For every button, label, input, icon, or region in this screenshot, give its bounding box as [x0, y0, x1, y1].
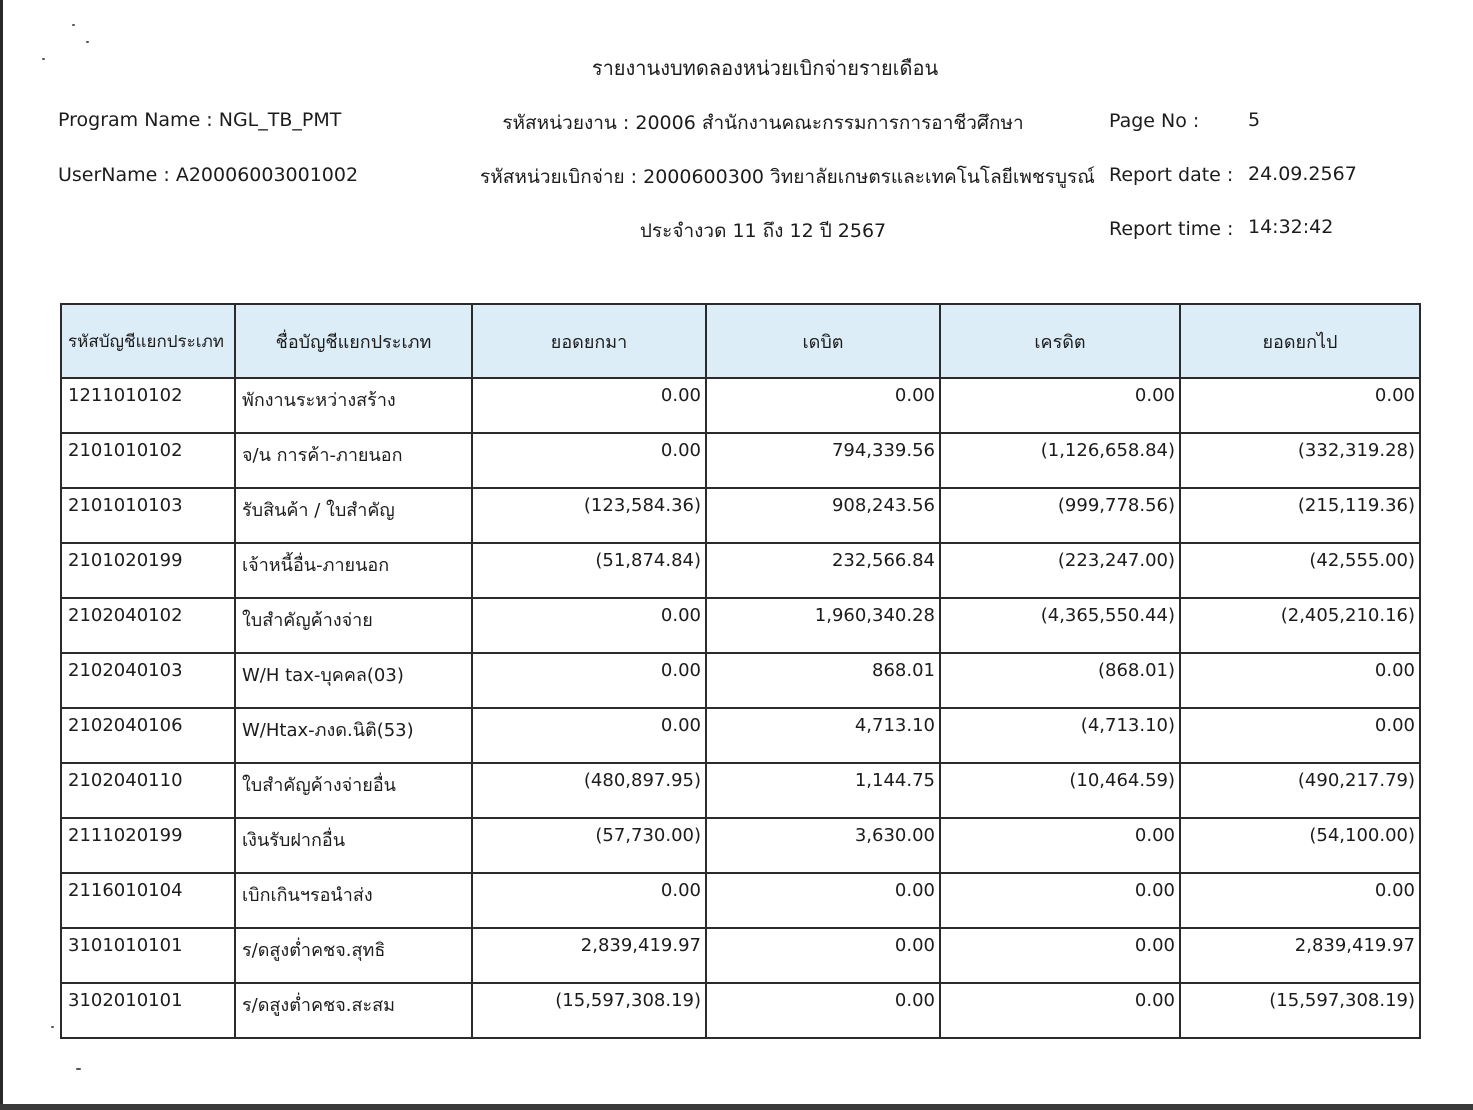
table-row — [61, 378, 1420, 433]
cell-credit: (868.01) — [940, 653, 1180, 708]
cell-opening-balance: 2,839,419.97 — [472, 928, 706, 983]
cell-account-code: 2101020199 — [61, 543, 235, 598]
scan-edge-bottom — [0, 1104, 1473, 1110]
table-row — [61, 543, 1420, 598]
cell-account-code: 3101010101 — [61, 928, 235, 983]
cell-debit: 3,630.00 — [706, 818, 940, 873]
cell-opening-balance: (51,874.84) — [472, 543, 706, 598]
cell-credit: 0.00 — [940, 873, 1180, 928]
cell-account-code: 2102040102 — [61, 598, 235, 653]
cell-account-code: 2102040110 — [61, 763, 235, 818]
table-row — [61, 653, 1420, 708]
cell-closing-balance: 0.00 — [1180, 653, 1420, 708]
cell-debit: 0.00 — [706, 983, 940, 1038]
report-title: รายงานงบทดลองหน่วยเบิกจ่ายรายเดือน — [591, 56, 939, 80]
table-row — [61, 708, 1420, 763]
cell-credit: (223,247.00) — [940, 543, 1180, 598]
scan-edge-left — [0, 0, 3, 1110]
table-row — [61, 983, 1420, 1038]
cell-credit: 0.00 — [940, 818, 1180, 873]
report-period: ประจำงวด 11 ถึง 12 ปี 2567 — [639, 220, 887, 242]
report-time-label: Report time : — [1109, 218, 1234, 240]
cell-credit: (1,126,658.84) — [940, 433, 1180, 488]
cell-credit: (4,365,550.44) — [940, 598, 1180, 653]
cell-account-name: เจ้าหนี้อื่น-ภายนอก — [235, 543, 472, 598]
cell-closing-balance: (332,319.28) — [1180, 433, 1420, 488]
cell-account-name: รับสินค้า / ใบสำคัญ — [235, 488, 472, 543]
header-closing-balance: ยอดยกไป — [1180, 304, 1420, 378]
table-row — [61, 873, 1420, 928]
header-account-name: ชื่อบัญชีแยกประเภท — [235, 304, 472, 378]
scan-speck — [86, 41, 89, 43]
cell-credit: (10,464.59) — [940, 763, 1180, 818]
cell-debit: 4,713.10 — [706, 708, 940, 763]
cell-account-code: 2101010103 — [61, 488, 235, 543]
report-time-value: 14:32:42 — [1248, 216, 1334, 238]
cell-credit: (999,778.56) — [940, 488, 1180, 543]
cell-account-name: เบิกเกินฯรอนำส่ง — [235, 873, 472, 928]
cell-credit: 0.00 — [940, 983, 1180, 1038]
cell-closing-balance: (2,405,210.16) — [1180, 598, 1420, 653]
cell-account-name: เงินรับฝากอื่น — [235, 818, 472, 873]
cell-credit: (4,713.10) — [940, 708, 1180, 763]
agency-code: รหัสหน่วยงาน : 20006 สำนักงานคณะกรรมการการอาชีวศึกษา — [502, 112, 1024, 134]
cell-opening-balance: 0.00 — [472, 653, 706, 708]
cell-closing-balance: 0.00 — [1180, 378, 1420, 433]
cell-debit: 232,566.84 — [706, 543, 940, 598]
cell-credit: 0.00 — [940, 378, 1180, 433]
header-opening-balance: ยอดยกมา — [472, 304, 706, 378]
cell-opening-balance: (480,897.95) — [472, 763, 706, 818]
table-header-row — [61, 304, 1420, 378]
cell-debit: 868.01 — [706, 653, 940, 708]
cell-account-code: 2102040103 — [61, 653, 235, 708]
report-date-value: 24.09.2567 — [1248, 163, 1357, 185]
cell-account-name: ร/ดสูงต่ำคชจ.สะสม — [235, 983, 472, 1038]
trial-balance-table — [60, 303, 1421, 1039]
header-credit: เครดิต — [940, 304, 1180, 378]
table-row — [61, 763, 1420, 818]
cell-account-code: 2116010104 — [61, 873, 235, 928]
scan-speck — [76, 1068, 81, 1070]
cell-debit: 0.00 — [706, 928, 940, 983]
cell-account-name: W/H tax-บุคคล(03) — [235, 653, 472, 708]
cell-account-name: พักงานระหว่างสร้าง — [235, 378, 472, 433]
table-row — [61, 488, 1420, 543]
cell-account-code: 2101010102 — [61, 433, 235, 488]
cell-account-name: ใบสำคัญค้างจ่ายอื่น — [235, 763, 472, 818]
cell-debit: 1,144.75 — [706, 763, 940, 818]
cell-opening-balance: 0.00 — [472, 378, 706, 433]
cell-opening-balance: (15,597,308.19) — [472, 983, 706, 1038]
cell-opening-balance: 0.00 — [472, 708, 706, 763]
username: UserName : A20006003001002 — [58, 164, 359, 186]
cell-account-name: ใบสำคัญค้างจ่าย — [235, 598, 472, 653]
cell-closing-balance: (54,100.00) — [1180, 818, 1420, 873]
table-row — [61, 598, 1420, 653]
cell-opening-balance: (123,584.36) — [472, 488, 706, 543]
scan-speck — [72, 24, 75, 26]
cell-account-name: ร/ดสูงต่ำคชจ.สุทธิ — [235, 928, 472, 983]
cell-closing-balance: (215,119.36) — [1180, 488, 1420, 543]
cell-debit: 0.00 — [706, 873, 940, 928]
header-account-code: รหัสบัญชีแยกประเภท — [61, 304, 235, 378]
table-body — [61, 378, 1420, 1038]
page-no-label: Page No : — [1109, 110, 1200, 132]
cell-account-code: 3102010101 — [61, 983, 235, 1038]
cell-closing-balance: 0.00 — [1180, 708, 1420, 763]
cell-debit: 794,339.56 — [706, 433, 940, 488]
cell-debit: 0.00 — [706, 378, 940, 433]
program-name: Program Name : NGL_TB_PMT — [58, 109, 342, 131]
cell-closing-balance: 0.00 — [1180, 873, 1420, 928]
table-row — [61, 928, 1420, 983]
report-date-label: Report date : — [1109, 164, 1234, 186]
cell-debit: 908,243.56 — [706, 488, 940, 543]
cell-opening-balance: (57,730.00) — [472, 818, 706, 873]
cell-closing-balance: (490,217.79) — [1180, 763, 1420, 818]
cell-credit: 0.00 — [940, 928, 1180, 983]
cell-account-name: จ/น การค้า-ภายนอก — [235, 433, 472, 488]
disbursing-unit: รหัสหน่วยเบิกจ่าย : 2000600300 วิทยาลัยเกษตรและเทคโนโลยีเพชรบูรณ์ — [480, 166, 1095, 188]
cell-opening-balance: 0.00 — [472, 873, 706, 928]
table-row — [61, 433, 1420, 488]
table-row — [61, 818, 1420, 873]
cell-opening-balance: 0.00 — [472, 433, 706, 488]
cell-account-code: 2102040106 — [61, 708, 235, 763]
cell-debit: 1,960,340.28 — [706, 598, 940, 653]
scan-speck — [51, 1026, 54, 1028]
cell-account-code: 2111020199 — [61, 818, 235, 873]
header-debit: เดบิต — [706, 304, 940, 378]
cell-account-name: W/Htax-ภงด.นิติ(53) — [235, 708, 472, 763]
cell-closing-balance: (42,555.00) — [1180, 543, 1420, 598]
cell-account-code: 1211010102 — [61, 378, 235, 433]
page-no-value: 5 — [1248, 109, 1261, 131]
cell-opening-balance: 0.00 — [472, 598, 706, 653]
cell-closing-balance: (15,597,308.19) — [1180, 983, 1420, 1038]
cell-closing-balance: 2,839,419.97 — [1180, 928, 1420, 983]
